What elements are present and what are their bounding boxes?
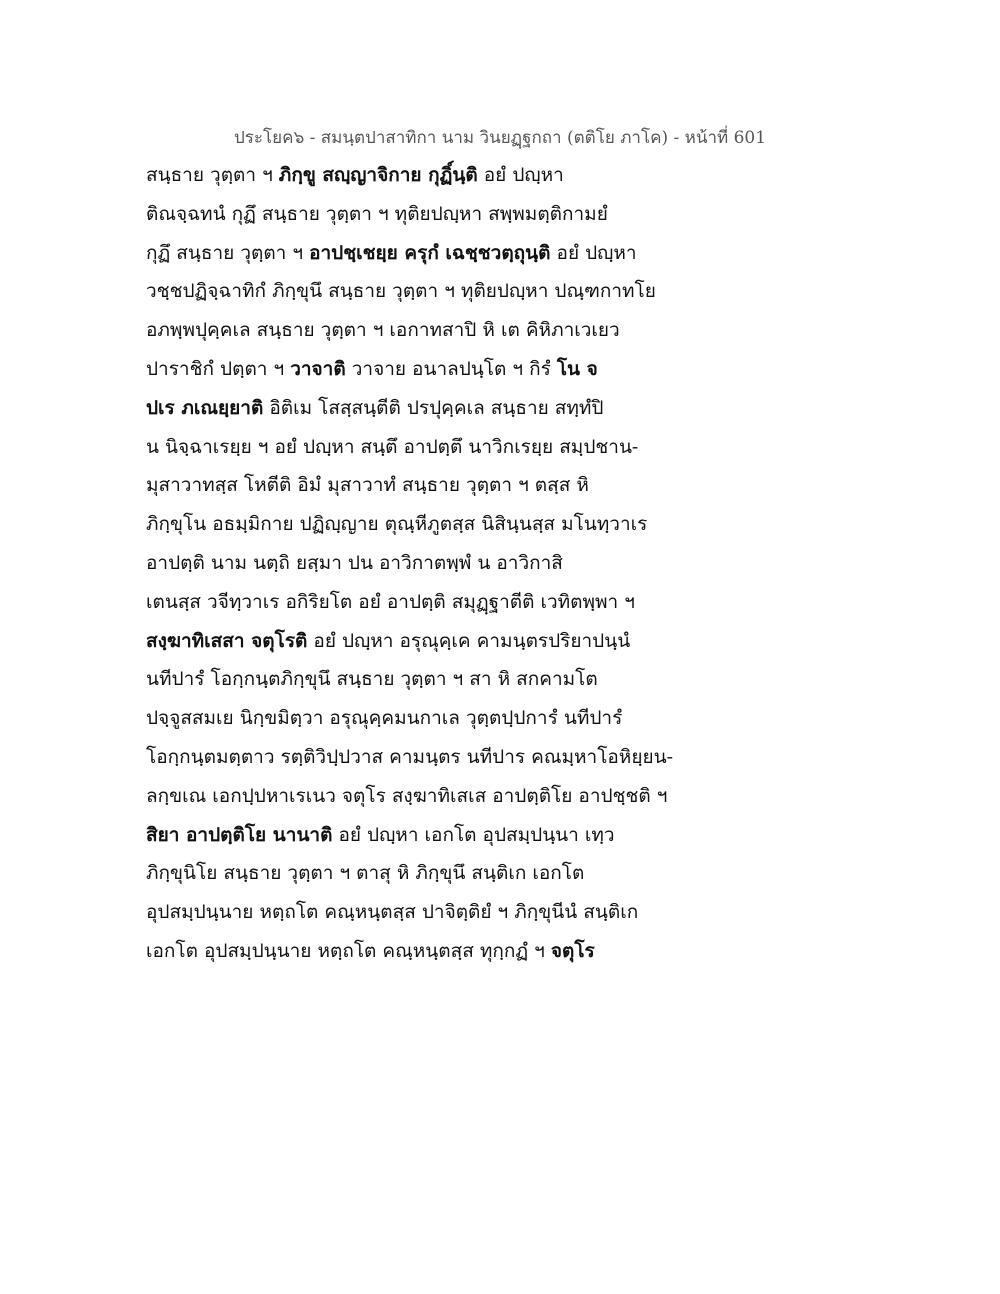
text-line: อุปสมฺปนฺนาย หตฺถโต คณฺหนฺตสฺส ปาจิตฺติยํ ฯ ภิกฺขุนีนํ สนฺติเก	[146, 901, 639, 924]
text-line: มุสาวาทสฺส โหตีติ อิมํ มุสาวาทํ สนฺธาย วุตฺตา ฯ ตสฺส หิ	[146, 474, 589, 497]
text-line: ปาราชิกํ ปตฺตา ฯ วาจาติ วาจาย อนาลปนฺโต ฯ กิรํ โน จ	[146, 357, 598, 380]
text-line: ลกฺขเณ เอกปฺปหาเรเนว จตุโร สงฺฆาทิเสเส อาปตฺติโย อาปชฺชติ ฯ	[146, 784, 668, 807]
text-line: วชฺชปฏิจฺฉาทิกํ ภิกฺขุนึ สนฺธาย วุตฺตา ฯ ทุติยปญฺหา ปณฺฑกาทโย	[146, 280, 656, 303]
text-line: สนฺธาย วุตฺตา ฯ ภิกฺขู สญฺญาจิกาย กุฏิ์นฺติ อยํ ปญฺหา	[146, 164, 564, 186]
text-line: ปเร ภเณยฺยาติ อิติเม โสสฺสนฺตีติ ปรปุคฺคเล สนฺธาย สทฺทํปิ	[146, 396, 604, 419]
text-line: กุฏึ สนฺธาย วุตฺตา ฯ อาปชฺเชยฺย ครุกํ เฉชฺชวตฺถุนฺติ อยํ ปญฺหา	[146, 241, 637, 264]
text-line: น นิจฺฉาเรยฺย ฯ อยํ ปญฺหา สนฺตึ อาปตฺตึ นาวิกเรยฺย สมฺปชาน-	[146, 435, 639, 458]
text-line: ภิกฺขุโน อธมฺมิกาย ปฏิญฺญาย ตุณฺหีภูตสฺส นิสินฺนสฺส มโนทฺวาเร	[146, 513, 648, 536]
text-line: ปจฺจูสสมเย นิกฺขมิตฺวา อรุณุคฺคมนกาเล วุตฺตปฺปการํ นทีปารํ	[146, 707, 623, 730]
text-line: อภพฺพปุคฺคเล สนฺธาย วุตฺตา ฯ เอกาทสาปิ หิ เต คิหิภาเวเยว	[146, 319, 620, 342]
text-line: อาปตฺติ นาม นตฺถิ ยสฺมา ปน อาวิกาตพฺพํ น อาวิกาสิ	[146, 551, 563, 574]
running-head: ประโยค๖ - สมนฺตปาสาทิกา นาม วินยฏฺฐกถา (ตติโย ภาโค) - หน้าที่ 601	[233, 128, 767, 148]
body-text	[146, 156, 706, 971]
text-line: ภิกฺขุนิโย สนฺธาย วุตฺตา ฯ ตาสุ หิ ภิกฺขุนึ สนฺติเก เอกโต	[146, 862, 585, 885]
text-line: สงฺฆาทิเสสา จตุโรติ อยํ ปญฺหา อรุณุคฺเค คามนฺตรปริยาปนฺนํ	[146, 629, 631, 652]
text-line: สิยา อาปตฺติโย นานาติ อยํ ปญฺหา เอกโต อุปสมฺปนฺนา เทฺว	[146, 823, 615, 846]
text-line: เอกโต อุปสมฺปนฺนาย หตฺถโต คณฺหนฺตสฺส ทุกฺกฏํ ฯ จตุโร	[146, 939, 595, 962]
text-line: โอกฺกนฺตมตฺตาว รตฺติวิปฺปวาส คามนฺตร นทีปาร คณมฺหาโอหิยฺยน-	[146, 745, 674, 768]
text-line: ติณจฺฉทนํ กุฏึ สนฺธาย วุตฺตา ฯ ทุติยปญฺหา สพฺพมตฺติกามยํ	[146, 202, 608, 225]
text-line: เตนสฺส วจีทฺวาเร อกิริยโต อยํ อาปตฺติ สมุฏฺฐาตีติ เวทิตพฺพา ฯ	[146, 590, 635, 613]
text-line: นทีปารํ โอกฺกนฺตภิกฺขุนึ สนฺธาย วุตฺตา ฯ สา หิ สกคามโต	[146, 668, 598, 691]
